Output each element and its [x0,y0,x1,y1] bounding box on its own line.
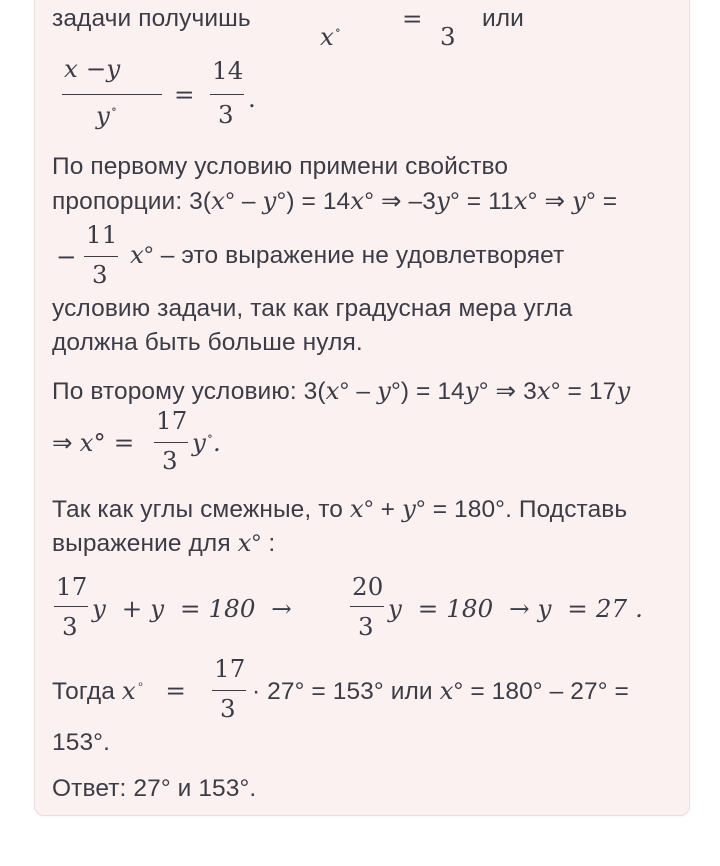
fraction-bar [54,606,88,607]
math-var-y [192,428,221,462]
fraction-bar [84,256,118,257]
fraction-numerator [64,54,120,84]
text-segment: выражение для [52,530,238,557]
period-text: . [248,84,256,113]
implies-arrow: ⇒ [52,430,73,457]
text-segment: ° + [363,496,402,523]
fraction-denominator [440,22,456,52]
digit: 3 [162,446,178,475]
answer-line [52,774,256,804]
equals-sign [402,4,423,34]
fraction-numerator [212,56,243,86]
math-expression: y + y = 180 → [92,594,292,623]
fraction-denominator [358,612,374,642]
minus-text: − [56,242,77,271]
text-segment: · 27° = 153° или [252,678,440,705]
digit: 17 [56,572,88,601]
math-var: x [513,186,528,215]
text-segment: ° ⇒ [527,188,572,215]
text-segment: По первому условию примени свойство [52,153,509,180]
paragraph-2-line-2 [52,428,134,459]
fraction-denominator [218,100,234,130]
minus-sign [56,242,77,272]
math-var: x [320,22,334,51]
digit: 17 [214,654,246,683]
math-var: y [401,494,416,523]
digit: 20 [352,572,384,601]
paragraph-4-line-1b [252,676,629,707]
equals-sign [174,80,195,110]
period [248,84,256,114]
digit: 3 [220,694,236,723]
text-segment: ° = 17 [550,378,617,405]
text-segment: ° = 180° – 27° = [453,678,629,705]
text-segment: ° ⇒ –3 [364,188,437,215]
degree-mark: ∘ [136,677,145,691]
fraction-denominator [320,22,341,56]
digit: 11 [86,220,118,249]
fraction-numerator [86,220,117,250]
digit: 17 [156,406,188,435]
degree-mark: ∘ [334,23,341,37]
equals-text: = [402,4,423,33]
equals-text: = [165,676,186,705]
text-segment: ° = 11 [449,188,514,215]
digit: 3 [62,612,78,641]
paragraph-3-line-2 [52,528,275,559]
text-segment: °) = 14 [276,188,351,215]
degree-mark: ∘ [206,429,213,443]
paragraph-1-line-5 [52,328,363,358]
fraction-bar [350,606,384,607]
fraction-numerator [352,572,383,602]
equation-part-1 [92,594,292,624]
text-segment: пропорции: 3( [52,188,212,215]
paragraph-4-line-2 [52,728,110,758]
text-segment: должна быть больше нуля. [52,329,363,356]
fraction-denominator [92,260,108,290]
math-var: y [436,186,450,215]
math-var: x [130,240,144,269]
text-segment: или [482,5,524,32]
text-segment: ° – [339,378,377,405]
math-expression: x −y [64,54,121,83]
fraction-bar [210,94,244,95]
math-var: x [79,428,94,457]
answer-text: Ответ: 27° и 153°. [52,775,257,802]
fraction-denominator [220,694,236,724]
period-text: . [212,428,221,457]
math-var: y [572,186,586,215]
math-var: x [237,528,252,557]
digit: 3 [440,22,456,51]
text-segment: °) = 14 [390,378,465,405]
math-expression: y = 180 → y = 27 . [388,594,643,623]
math-var: x [325,376,340,405]
math-var: y [464,376,479,405]
fraction-denominator [62,612,78,642]
math-var: x [211,186,226,215]
fraction-numerator [214,654,245,684]
fraction-numerator [56,572,87,602]
solution-line-1 [52,4,251,34]
text-segment: По второму условию: 3( [52,378,326,405]
fraction-numerator [156,406,187,436]
fraction-bar [154,442,188,443]
text-segment: 153°. [52,729,110,756]
digit: 3 [92,260,108,289]
text-segment: Так как углы смежные, то [52,496,350,523]
digit: 3 [218,100,234,129]
text-segment: задачи получишь [52,5,251,32]
math-var: x [349,494,364,523]
text-segment: Тогда [52,678,115,705]
paragraph-1-line-2 [52,186,617,217]
digit: 3 [358,612,374,641]
or-word [482,4,524,34]
fraction-bar [62,94,162,95]
digit: 14 [212,56,244,85]
equals-text: = [174,80,195,109]
paragraph-3-line-1 [52,494,627,525]
paragraph-1-line-4 [52,294,572,324]
text-segment: ° – это выражение не удовлетворяет [143,242,565,269]
paragraph-4-line-1a [52,676,186,710]
fraction-denominator [96,101,117,135]
text-segment: ° – [225,188,263,215]
math-var: y [262,186,277,215]
text-segment: ° = 180°. Подставь [415,496,628,523]
math-var: y [192,428,206,457]
equation-part-2 [388,594,643,624]
text-segment: условию задачи, так как градусная мера угла [52,295,573,322]
degree-mark: ∘ [110,102,117,116]
math-var: x [121,676,136,705]
fraction-bar [212,690,246,691]
math-var: x [350,186,365,215]
fraction-denominator [162,446,178,476]
equals-text: ° = [93,428,135,457]
paragraph-2-line-1 [52,376,630,407]
math-var: y [616,376,631,405]
text-segment: ° = [585,188,618,215]
math-var: x [439,676,454,705]
math-var: x [536,376,551,405]
math-var: y [96,101,110,130]
text-segment: ° ⇒ 3 [478,378,537,405]
math-var: y [376,376,391,405]
paragraph-1-line-3 [130,240,564,271]
text-segment: ° : [251,530,276,557]
paragraph-1-line-1 [52,152,508,182]
